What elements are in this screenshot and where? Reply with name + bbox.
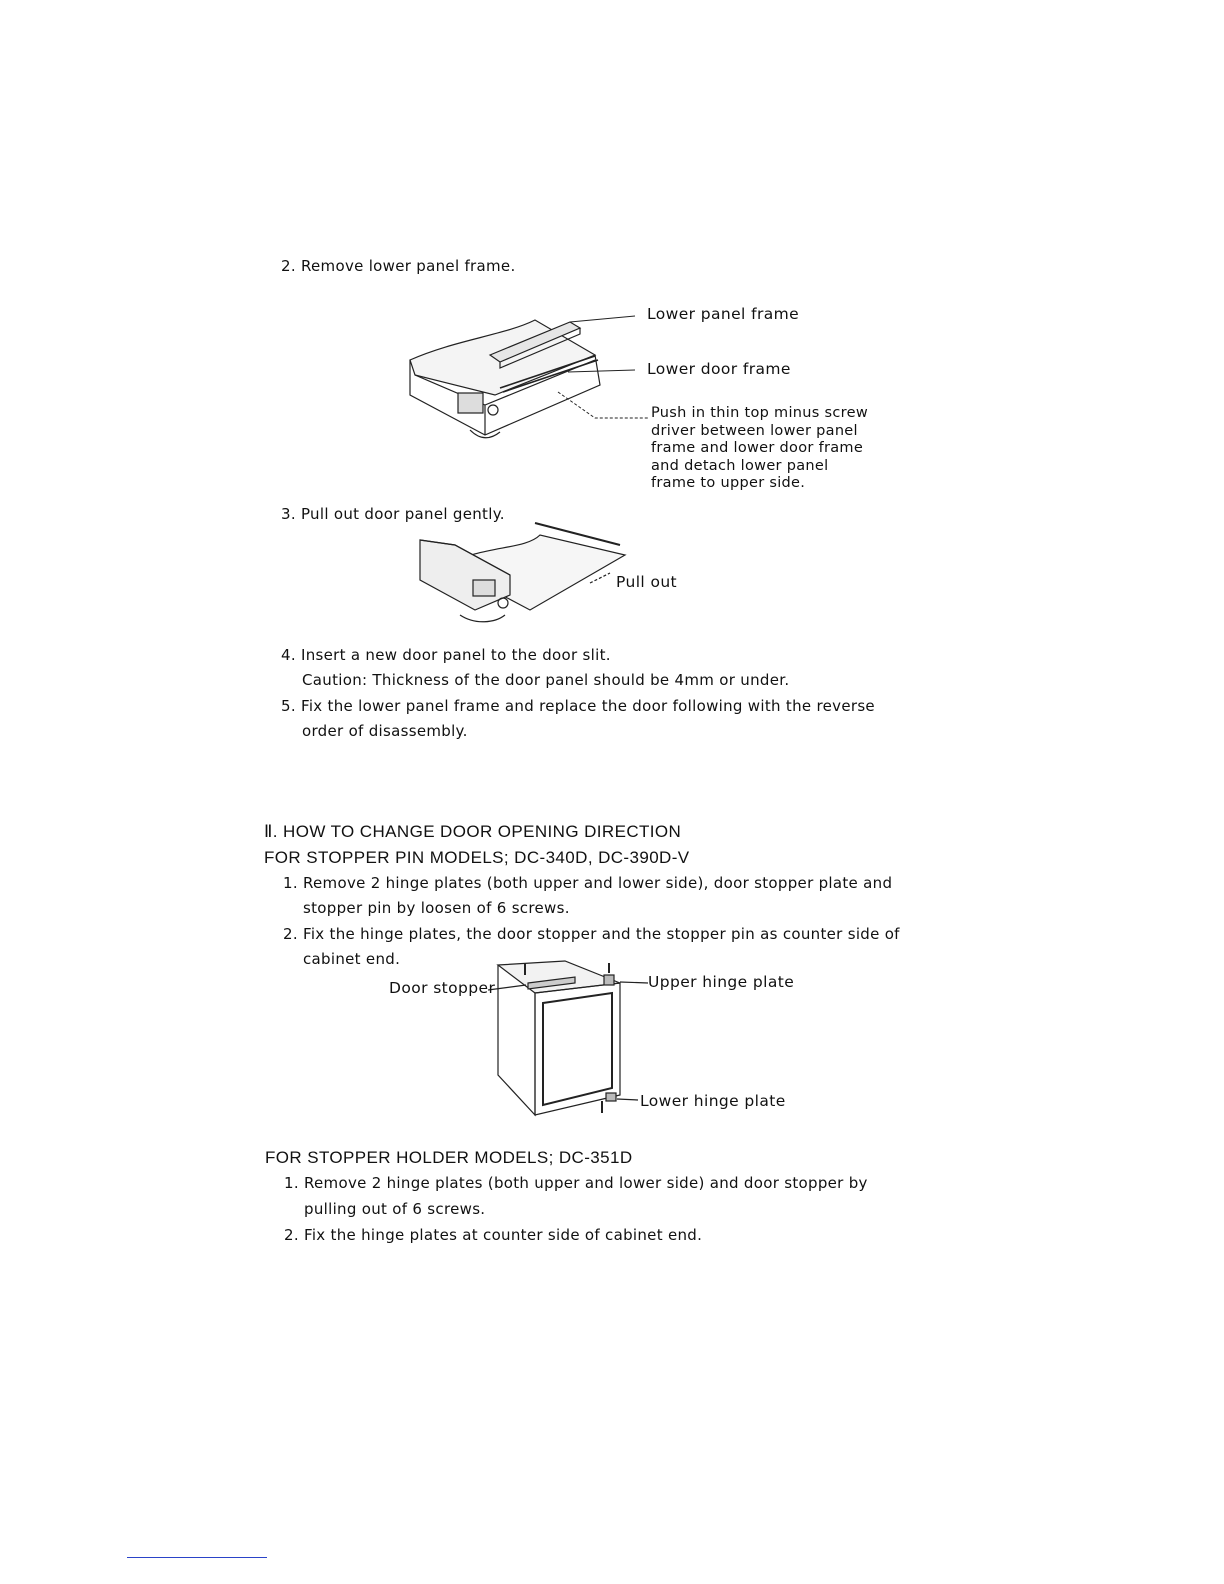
pin-step-1-line-1: 1. Remove 2 hinge plates (both upper and lower side), door stopper plate and: [283, 874, 893, 892]
step-2-text: 2. Remove lower panel frame.: [281, 257, 516, 275]
caution-text: Caution: Thickness of the door panel should be 4mm or under.: [302, 671, 790, 689]
footer-rule: [127, 1557, 267, 1558]
fig1-leader-lines: [540, 300, 650, 430]
stopper-holder-models-subtitle: FOR STOPPER HOLDER MODELS; DC-351D: [265, 1148, 633, 1167]
pull-out-door-panel-illustration: [415, 515, 645, 630]
step-5-line-1: 5. Fix the lower panel frame and replace the door following with the reverse: [281, 697, 875, 715]
callout-push-in: Push in thin top minus screw driver between lower panel frame and lower door frame and detach lower panel frame to upper side.: [651, 405, 868, 491]
holder-step-2: 2. Fix the hinge plates at counter side of cabinet end.: [284, 1226, 703, 1244]
step-5-line-2: order of disassembly.: [302, 722, 468, 740]
cabinet-hinge-illustration: [480, 955, 640, 1120]
step-3-text: 3. Pull out door panel gently.: [281, 505, 505, 523]
pin-step-2-line-1: 2. Fix the hinge plates, the door stopper and the stopper pin as counter side of: [283, 925, 900, 943]
holder-step-1-line-2: pulling out of 6 screws.: [304, 1200, 486, 1218]
callout-pull-out: Pull out: [616, 573, 678, 591]
callout-door-stopper: Door stopper: [389, 979, 496, 997]
callout-upper-hinge-plate: Upper hinge plate: [648, 973, 795, 991]
callout-lower-hinge-plate: Lower hinge plate: [640, 1092, 786, 1110]
stopper-pin-models-subtitle: FOR STOPPER PIN MODELS; DC-340D, DC-390D-V: [264, 848, 690, 867]
section-2-title: Ⅱ. HOW TO CHANGE DOOR OPENING DIRECTION: [264, 822, 682, 841]
step-4-text: 4. Insert a new door panel to the door slit.: [281, 646, 611, 664]
holder-step-1-line-1: 1. Remove 2 hinge plates (both upper and lower side) and door stopper by: [284, 1174, 868, 1192]
pin-step-2-line-2: cabinet end.: [303, 950, 401, 968]
callout-lower-panel-frame: Lower panel frame: [647, 305, 800, 323]
pin-step-1-line-2: stopper pin by loosen of 6 screws.: [303, 899, 570, 917]
callout-lower-door-frame: Lower door frame: [647, 360, 791, 378]
